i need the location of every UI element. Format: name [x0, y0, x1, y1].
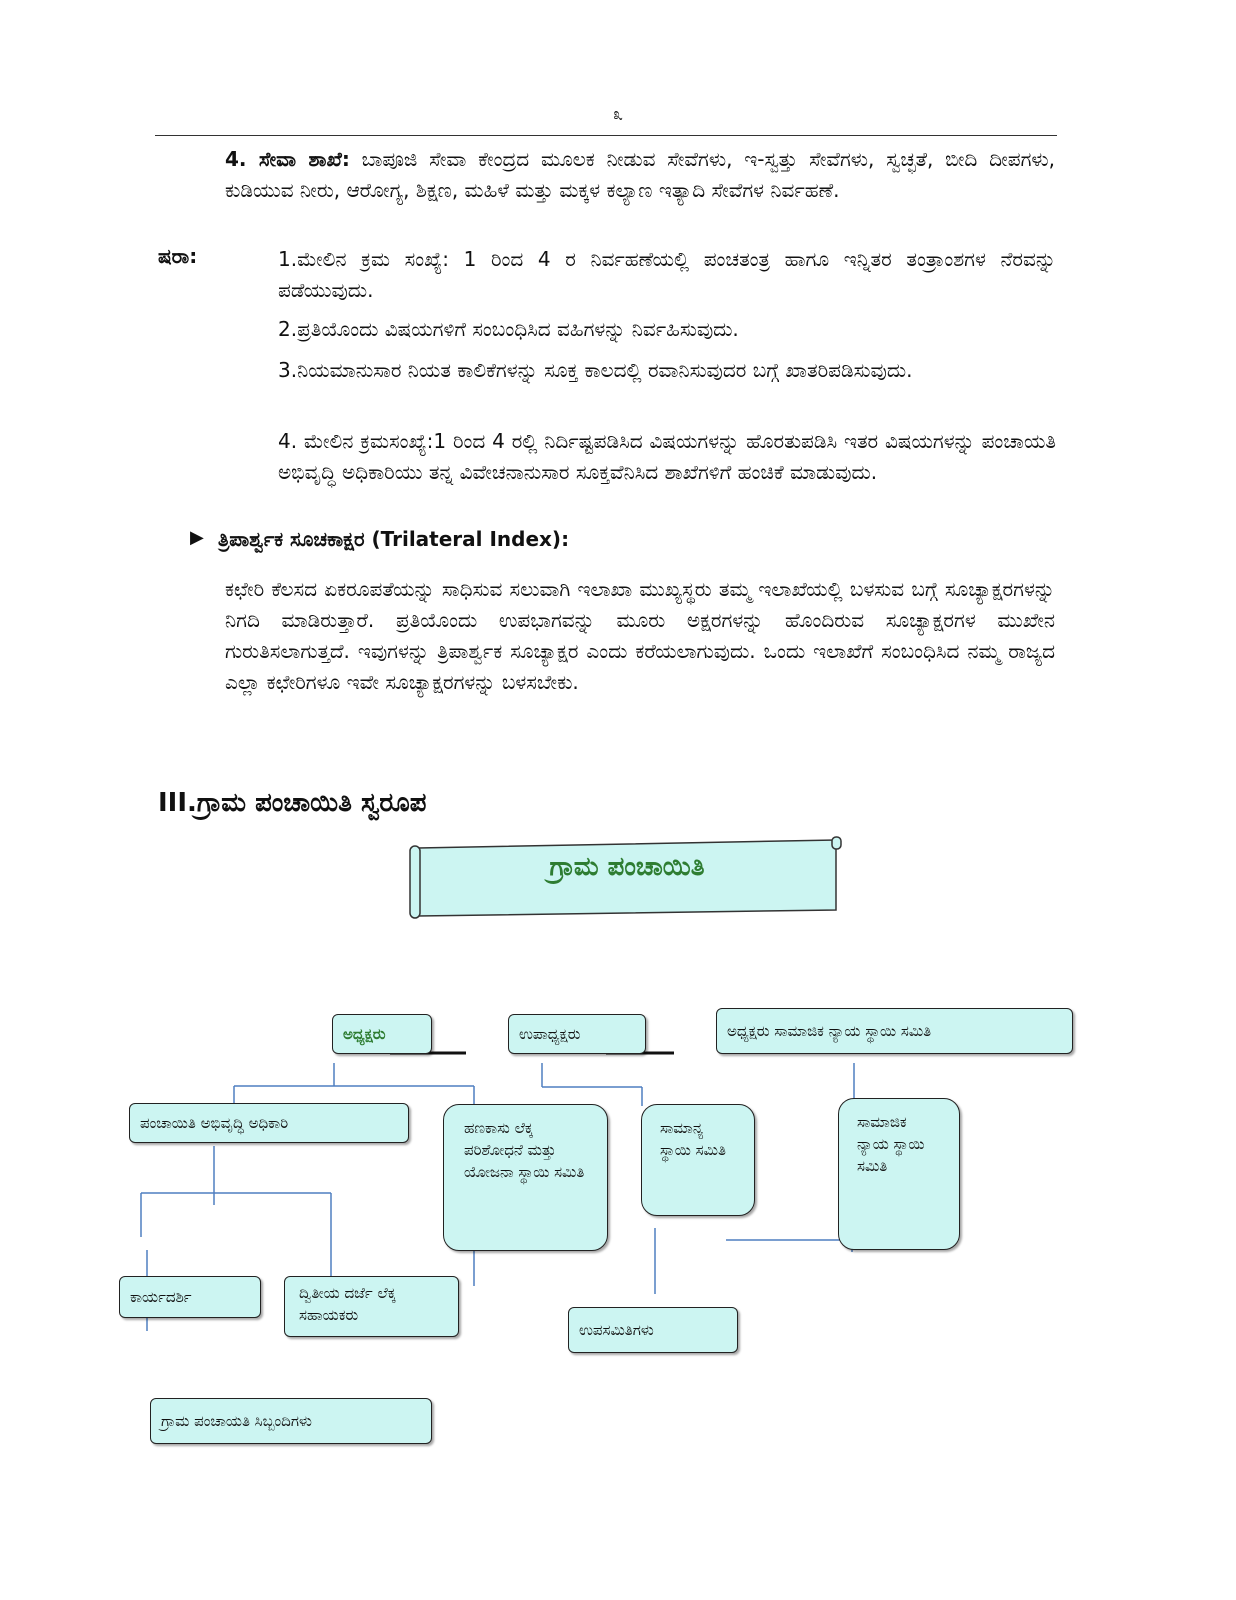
- trilateral-paragraph: ಕಛೇರಿ ಕೆಲಸದ ಏಕರೂಪತೆಯನ್ನು ಸಾಧಿಸುವ ಸಲುವಾಗಿ ಇಲಾಖಾ ಮುಖ್ಯಸ್ಥರು ತಮ್ಮ ಇಲಾಖೆಯಲ್ಲಿ ಬಳಸುವ ಬಗ್ಗೆ ಸೂಚ್ಯಾಕ್ಷರಗಳನ್ನು ನಿಗದಿ ಮಾಡಿರುತ್ತಾರೆ. ಪ್ರತಿಯೊಂದು ಉಪಭಾಗವನ್ನು ಮೂರು ಅಕ್ಷರಗಳನ್ನು ಹೊಂದಿರುವ ಸೂಚ್ಯಾಕ್ಷರಗಳ ಮುಖೇನ ಗುರುತಿಸಲಾಗುತ್ತದೆ. ಇವುಗಳನ್ನು ತ್ರಿಪಾರ್ಶ್ವಕ ಸೂಚ್ಯಾಕ್ಷರ ಎಂದು ಕರೆಯಲಾಗುವುದು. ಒಂದು ಇಲಾಖೆಗೆ ಸಂಬಂಧಿಸಿದ ನಮ್ಮ ರಾಜ್ಯದ ಎಲ್ಲಾ ಕಛೇರಿಗಳೂ ಇವೇ ಸೂಚ್ಯಾಕ್ಷರಗಳನ್ನು ಬಳಸಬೇಕು.: [225, 577, 1055, 694]
- note-item: 4. ಮೇಲಿನ ಕ್ರಮಸಂಖ್ಯೆ:1 ರಿಂದ 4 ರಲ್ಲಿ ನಿರ್ದಿಷ್ಟಪಡಿಸಿದ ವಿಷಯಗಳನ್ನು ಹೊರತುಪಡಿಸಿ ಇತರ ವಿಷಯಗಳನ್ನು ಪಂಚಾಯತಿ ಅಭಿವೃದ್ಧಿ ಅಧಿಕಾರಿಯು ತನ್ನ ವಿವೇಚನಾನುಸಾರ ಸೂಕ್ತವೆನಿಸಿದ ಶಾಖೆಗಳಿಗೆ ಹಂಚಿಕೆ ಮಾಡುವುದು.: [278, 429, 1056, 484]
- social-justice-committee-box: [838, 1098, 960, 1250]
- second-division-accountant-label: ದ್ವಿತೀಯ ದರ್ಜೆ ಲೆಕ್ಕ ಸಹಾಯಕರು: [299, 1284, 396, 1324]
- sub-committees-box: [568, 1307, 738, 1353]
- president-box: [332, 1014, 432, 1054]
- note-item: 3.ನಿಯಮಾನುಸಾರ ನಿಯತ ಕಾಲಿಕೆಗಳನ್ನು ಸೂಕ್ತ ಕಾಲದಲ್ಲಿ ರವಾನಿಸುವುದರ ಬಗ್ಗೆ ಖಾತರಿಪಡಿಸುವುದು.: [278, 358, 913, 382]
- staff-box: [150, 1398, 432, 1444]
- general-committee-box: [641, 1104, 755, 1216]
- vice-president-label: ಉಪಾಧ್ಯಕ್ಷರು: [519, 1025, 581, 1043]
- secretary-label: ಕಾರ್ಯದರ್ಶಿ: [130, 1288, 192, 1306]
- page-number: ೩: [612, 104, 624, 125]
- staff-label: ಗ್ರಾಮ ಪಂಚಾಯತಿ ಸಿಬ್ಬಂದಿಗಳು: [161, 1412, 312, 1430]
- notes-label: ಷರಾ:: [158, 244, 198, 268]
- general-committee-label: ಸಾಮಾನ್ಯ ಸ್ಥಾಯಿ ಸಮಿತಿ: [660, 1119, 726, 1159]
- social-justice-chair-label: ಅಧ್ಯಕ್ಷರು ಸಾಮಾಜಿಕ ನ್ಯಾಯ ಸ್ಥಾಯಿ ಸಮಿತಿ: [727, 1022, 932, 1040]
- vice-president-box: [508, 1014, 646, 1054]
- note-item: 1.ಮೇಲಿನ ಕ್ರಮ ಸಂಖ್ಯೆ: 1 ರಿಂದ 4 ರ ನಿರ್ವಹಣೆಯಲ್ಲಿ ಪಂಚತಂತ್ರ ಹಾಗೂ ಇನ್ನಿತರ ತಂತ್ರಾಂಶಗಳ ನೆರವನ್ನು ಪಡೆಯುವುದು.: [278, 247, 1056, 302]
- second-division-accountant-box: [284, 1276, 459, 1337]
- service-branch-text: ಬಾಪೂಜಿ ಸೇವಾ ಕೇಂದ್ರದ ಮೂಲಕ ನೀಡುವ ಸೇವೆಗಳು, ಇ-ಸ್ವತ್ತು ಸೇವೆಗಳು, ಸ್ವಚ್ಛತೆ, ಬೀದಿ ದೀಪಗಳು, ಕುಡಿಯುವ ನೀರು, ಆರೋಗ್ಯ, ಶಿಕ್ಷಣ, ಮಹಿಳೆ ಮತ್ತು ಮಕ್ಕಳ ಕಲ್ಯಾಣ ಇತ್ಯಾದಿ ಸೇವೆಗಳ ನಿರ್ವಹಣೆ.: [225, 147, 1055, 202]
- note-item: 2.ಪ್ರತಿಯೊಂದು ವಿಷಯಗಳಿಗೆ ಸಂಬಂಧಿಸಿದ ವಹಿಗಳನ್ನು ನಿರ್ವಹಿಸುವುದು.: [278, 317, 739, 341]
- secretary-box: [119, 1276, 261, 1318]
- finance-committee-label: ಹಣಕಾಸು ಲೆಕ್ಕ ಪರಿಶೋಧನೆ ಮತ್ತು ಯೋಜನಾ ಸ್ಥಾಯಿ ಸಮಿತಿ: [464, 1119, 585, 1181]
- finance-committee-box: [443, 1104, 608, 1251]
- bullet-arrow-icon: ▶: [190, 527, 204, 548]
- social-justice-committee-label: ಸಾಮಾಜಿಕ ನ್ಯಾಯ ಸ್ಥಾಯಿ ಸಮಿತಿ: [857, 1113, 925, 1175]
- pdo-box: [129, 1103, 409, 1143]
- trilateral-heading: ತ್ರಿಪಾರ್ಶ್ವಕ ಸೂಚಕಾಕ್ಷರ (Trilateral Index):: [217, 527, 570, 551]
- sub-committees-label: ಉಪಸಮಿತಿಗಳು: [579, 1321, 654, 1339]
- banner-title: ಗ್ರಾಮ ಪಂಚಾಯಿತಿ: [549, 852, 705, 882]
- pdo-label: ಪಂಚಾಯಿತಿ ಅಭಿವೃದ್ಧಿ ಅಧಿಕಾರಿ: [140, 1114, 289, 1132]
- section-title: III.ಗ್ರಾಮ ಪಂಚಾಯಿತಿ ಸ್ವರೂಪ: [158, 788, 427, 818]
- service-branch-heading: 4. ಸೇವಾ ಶಾಖೆ:: [225, 147, 350, 171]
- president-label: ಅಧ್ಯಕ್ಷರು: [343, 1025, 386, 1043]
- social-justice-chair-box: [716, 1008, 1073, 1054]
